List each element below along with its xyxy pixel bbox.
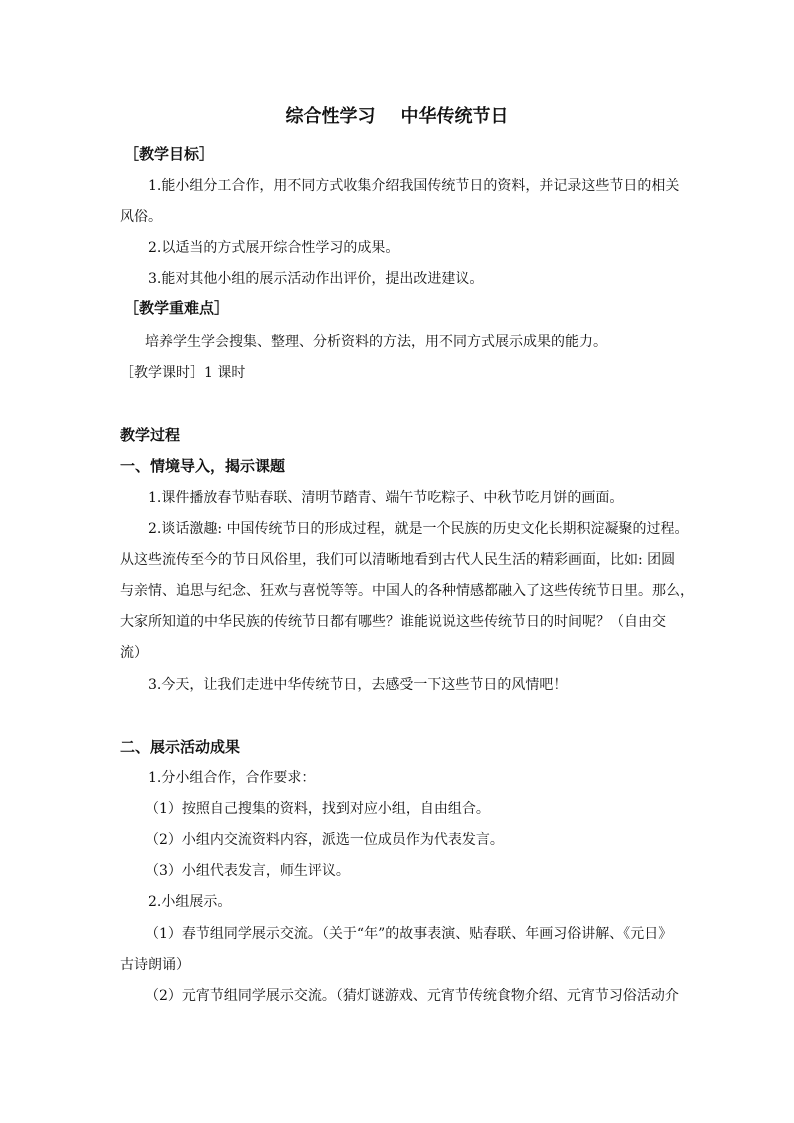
part2-item-1a: （1）按照自己搜集的资料，找到对应小组，自由组合。 — [145, 801, 490, 817]
part2-item-1b: （2）小组内交流资料内容，派选一位成员作为代表发言。 — [145, 832, 504, 848]
objective-3: 3.能对其他小组的展示活动作出评价，提出改进建议。 — [148, 271, 484, 287]
part2-heading: 二、展示活动成果 — [120, 738, 241, 756]
objective-2: 2.以适当的方式展开综合性学习的成果。 — [148, 240, 400, 256]
part2-item-1c: （3）小组代表发言，师生评议。 — [145, 863, 350, 879]
part1-item-2-cont-4: 流） — [120, 645, 148, 661]
document-title: 综合性学习 中华传统节日 — [285, 106, 509, 127]
part2-item-2a-cont: 古诗朗诵） — [120, 957, 190, 973]
process-heading: 教学过程 — [120, 426, 181, 444]
class-hours: ［教学课时］1 课时 — [120, 365, 246, 381]
difficulty-heading: ［教学重难点］ — [124, 299, 230, 317]
part2-item-2b: （2）元宵节组同学展示交流。（猜灯谜游戏、元宵节传统食物介绍、元宵节习俗活动介 — [145, 988, 679, 1004]
part2-item-1: 1.分小组合作，合作要求： — [148, 770, 316, 786]
part1-item-2-cont-3: 大家所知道的中华民族的传统节日都有哪些？谁能说说这些传统节日的时间呢？（自由交 — [120, 614, 666, 630]
part1-heading: 一、情境导入，揭示课题 — [120, 457, 286, 475]
part1-item-2-cont-2: 与亲情、追思与纪念、狂欢与喜悦等等。中国人的各种情感都融入了这些传统节日里。那么， — [120, 583, 694, 599]
objective-1-cont: 风俗。 — [120, 209, 162, 225]
part1-item-3: 3.今天，让我们走进中华传统节日，去感受一下这些节日的风情吧！ — [148, 677, 568, 693]
objective-1: 1.能小组分工合作，用不同方式收集介绍我国传统节日的资料，并记录这些节日的相关 — [148, 178, 680, 194]
part1-item-2: 2.谈话激趣: 中国传统节日的形成过程，就是一个民族的历史文化长期积淀凝聚的过程。 — [148, 521, 689, 537]
part1-item-2-cont-1: 从这些流传至今的节日风俗里，我们可以清晰地看到古代人民生活的精彩画面，比如: 团圆 — [120, 552, 676, 568]
part2-item-2: 2.小组展示。 — [148, 894, 232, 910]
part1-item-1: 1.课件播放春节贴春联、清明节踏青、端午节吃粽子、中秋节吃月饼的画面。 — [148, 490, 624, 506]
difficulty-text: 培养学生学会搜集、整理、分析资料的方法，用不同方式展示成果的能力。 — [145, 334, 607, 350]
part2-item-2a: （1）春节组同学展示交流。（关于“年”的故事表演、贴春联、年画习俗讲解、《元日》 — [145, 926, 673, 942]
objectives-heading: ［教学目标］ — [124, 145, 215, 163]
